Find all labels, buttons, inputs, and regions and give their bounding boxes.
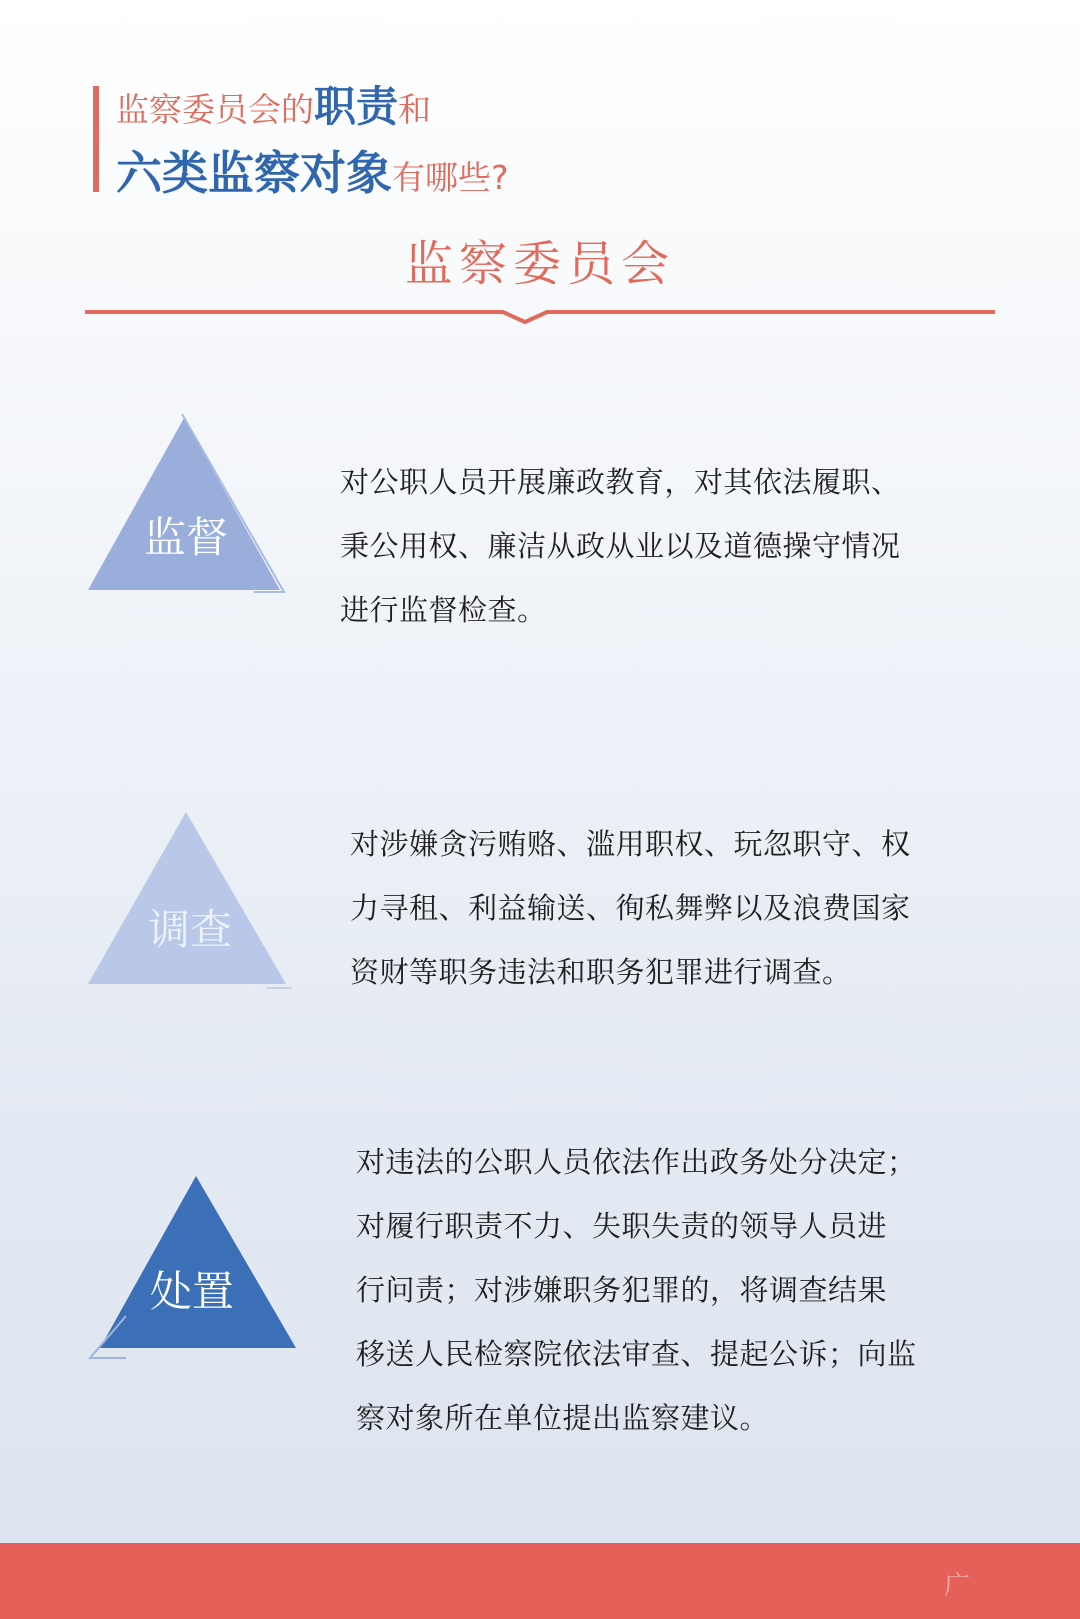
desc-line: 察对象所在单位提出监察建议。 — [356, 1401, 770, 1435]
desc-line: 对公职人员开展廉政教育，对其依法履职、 — [340, 465, 901, 499]
desc-line: 对违法的公职人员依法作出政务处分决定； — [356, 1145, 917, 1179]
desc-line: 对履行职责不力、失职失责的领导人员进 — [356, 1209, 888, 1243]
title-accent-bar — [93, 86, 99, 192]
item-label-dispose: 处置 — [149, 1267, 234, 1316]
desc-line: 行问责；对涉嫌职务犯罪的，将调查结果 — [356, 1273, 888, 1307]
desc-line: 力寻租、利益输送、徇私舞弊以及浪费国家 — [350, 891, 911, 925]
item-label-supervise: 监督 — [143, 513, 228, 562]
title-line1-part2: 和 — [398, 90, 432, 129]
title-line1-emphasis: 职责 — [314, 82, 399, 131]
desc-line: 移送人民检察院依法审查、提起公诉；向监 — [356, 1337, 917, 1371]
title-line2-part2: 有哪些? — [392, 158, 509, 197]
desc-line: 对涉嫌贪污贿赂、滥用职权、玩忽职守、权 — [350, 827, 911, 861]
title-line2-emphasis: 六类监察对象 — [116, 146, 392, 200]
item-label-investigate: 调查 — [147, 905, 232, 954]
section-divider — [85, 310, 995, 326]
title-line-2 — [116, 145, 509, 206]
title-line-1 — [116, 82, 431, 135]
footer-band — [0, 1543, 1080, 1619]
section-title: 监察委员会 — [404, 236, 675, 292]
desc-line: 进行监督检查。 — [340, 593, 547, 627]
footer-watermark: 广 — [943, 1571, 970, 1601]
item-desc-supervise — [340, 450, 901, 642]
desc-line: 资财等职务违法和职务犯罪进行调查。 — [350, 955, 852, 989]
item-desc-dispose — [356, 1130, 917, 1450]
desc-line: 秉公用权、廉洁从政从业以及道德操守情况 — [340, 529, 901, 563]
triangle-investigate-icon — [86, 806, 296, 992]
triangle-supervise-icon — [84, 410, 290, 596]
item-desc-investigate — [350, 812, 911, 1004]
title-line1-part1: 监察委员会的 — [116, 90, 314, 129]
